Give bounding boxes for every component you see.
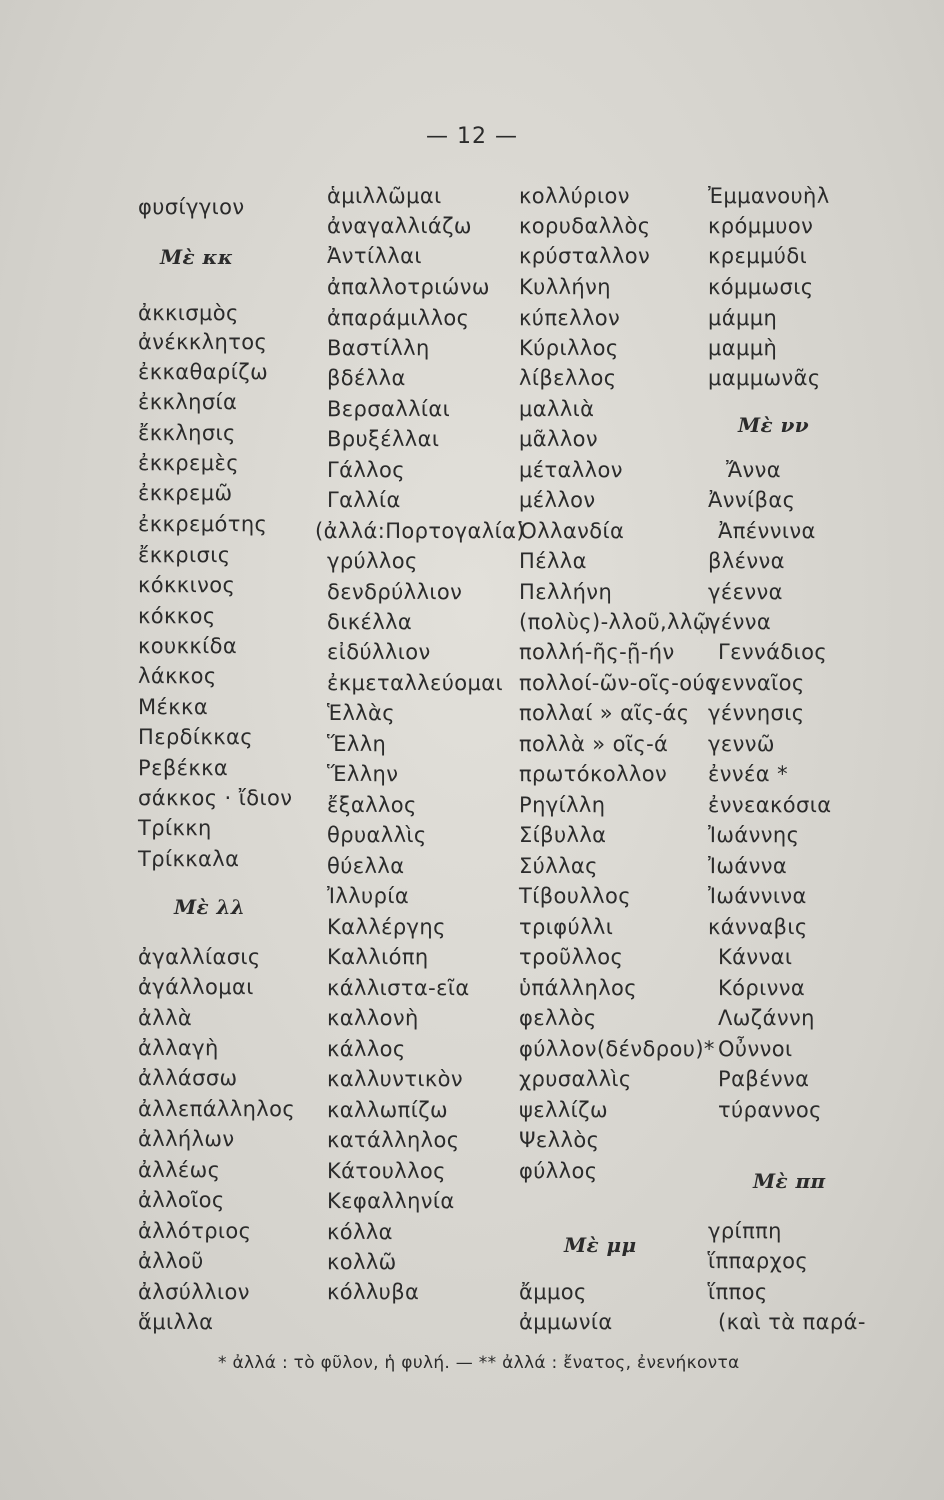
- word-entry: μέλλον: [519, 488, 596, 512]
- word-entry: γέεννα: [708, 580, 783, 604]
- word-entry: δικέλλα: [327, 610, 413, 634]
- word-entry: ἔκκλησις: [138, 421, 236, 445]
- word-entry: ἀγαλλίασις: [138, 945, 261, 969]
- word-entry: Βαστίλλη: [327, 336, 430, 360]
- word-entry: Τρίκκη: [138, 816, 212, 840]
- word-entry: Πέλλα: [519, 549, 587, 573]
- word-entry: ἄμμος: [519, 1280, 587, 1304]
- section-heading: Μὲ ππ: [753, 1169, 826, 1193]
- word-entry: πολλαί » αῖς-άς: [519, 701, 690, 725]
- word-entry: μαμμωνᾶς: [708, 366, 821, 390]
- word-entry: ἀνέκκλητος: [138, 330, 268, 354]
- word-entry: ἀκκισμὸς: [138, 301, 239, 325]
- word-entry: ἐκκρεμότης: [138, 512, 268, 536]
- word-entry: ἁμιλλῶμαι: [327, 184, 442, 208]
- word-entry: μέταλλον: [519, 458, 623, 482]
- word-entry: γέννα: [708, 610, 772, 634]
- word-entry: γενναῖος: [708, 671, 805, 695]
- word-entry: φύλλον(δένδρου)*: [519, 1037, 715, 1061]
- word-entry: κάλλος: [327, 1037, 406, 1061]
- word-entry: κρόμμυον: [708, 214, 814, 238]
- word-entry: (πολὺς)-λλοῦ,λλῷ: [519, 610, 711, 634]
- word-entry: κόλλα: [327, 1220, 393, 1244]
- word-entry: ἐννεακόσια: [708, 793, 832, 817]
- word-entry: Ραβέννα: [718, 1067, 810, 1091]
- word-entry: κόμμωσις: [708, 275, 814, 299]
- word-entry: φυσίγγιον: [138, 195, 245, 219]
- word-entry: γρίππη: [708, 1219, 782, 1243]
- word-entry: ἐκκλησία: [138, 390, 238, 414]
- word-entry: μαλλιὰ: [519, 397, 595, 421]
- word-entry: Γεννάδιος: [718, 640, 828, 664]
- page-number: — 12 —: [426, 124, 518, 149]
- word-entry: Σύλλας: [519, 854, 598, 878]
- word-entry: κόλλυβα: [327, 1280, 420, 1304]
- word-entry: Ἀντίλλαι: [327, 244, 422, 268]
- word-entry: κόκκινος: [138, 573, 236, 597]
- word-entry: βδέλλα: [327, 366, 406, 390]
- word-entry: ἀλλάσσω: [138, 1066, 238, 1090]
- word-entry: κολλῶ: [327, 1250, 397, 1274]
- word-entry: Ἰωάννα: [708, 854, 788, 878]
- word-entry: Κάτουλλος: [327, 1159, 446, 1183]
- word-entry: Ἰωάννης: [708, 823, 800, 847]
- word-entry: Ἄννα: [726, 458, 782, 482]
- word-entry: (καὶ τὰ παρά-: [718, 1310, 866, 1334]
- word-entry: Ρεβέκκα: [138, 756, 229, 780]
- word-entry: Ὁλλανδία: [519, 519, 625, 543]
- word-entry: ἀγάλλομαι: [138, 975, 254, 999]
- word-entry: Ἕλλη: [327, 732, 387, 756]
- word-entry: Ψελλὸς: [519, 1128, 600, 1152]
- word-entry: Ἰλλυρία: [327, 884, 410, 908]
- word-entry: ἀναγαλλιάζω: [327, 214, 472, 238]
- word-entry: Ἑλλὰς: [327, 701, 395, 725]
- word-entry: πολλοί-ῶν-οῖς-ούς: [519, 671, 718, 695]
- word-entry: φελλὸς: [519, 1006, 597, 1030]
- word-entry: ἵππος: [708, 1280, 768, 1304]
- word-entry: φύλλος: [519, 1159, 598, 1183]
- word-entry: Καλλιόπη: [327, 945, 429, 969]
- word-entry: Λωζάννη: [718, 1006, 815, 1030]
- footnote: * ἀλλά : τὸ φῦλον, ἡ φυλή. — ** ἀλλά : ἔνατος, ἐνενήκοντα: [218, 1353, 740, 1373]
- section-heading: Μὲ λλ: [174, 895, 246, 919]
- word-entry: Τρίκκαλα: [138, 847, 240, 871]
- word-entry: δενδρύλλιον: [327, 580, 463, 604]
- word-entry: ἀλσύλλιον: [138, 1280, 250, 1304]
- word-entry: μάμμη: [708, 306, 778, 330]
- word-entry: κουκκίδα: [138, 634, 238, 658]
- word-entry: τύραννος: [718, 1098, 822, 1122]
- word-entry: ἀλλαγὴ: [138, 1036, 219, 1060]
- word-entry: κολλύριον: [519, 184, 630, 208]
- section-heading: Μὲ μμ: [564, 1233, 637, 1257]
- word-entry: κύπελλον: [519, 306, 621, 330]
- word-entry: ἐκκρεμὲς: [138, 451, 240, 475]
- word-entry: ἀπαράμιλλος: [327, 306, 470, 330]
- word-entry: ὑπάλληλος: [519, 976, 638, 1000]
- word-entry: Πελλήνη: [519, 580, 613, 604]
- word-entry: λίβελλος: [519, 366, 617, 390]
- word-entry: καλλονὴ: [327, 1006, 419, 1030]
- word-entry: ἀλλοῦ: [138, 1249, 204, 1273]
- word-entry: καλλυντικὸν: [327, 1067, 464, 1091]
- word-entry: Ἀννίβας: [708, 488, 796, 512]
- word-entry: ἀλλήλων: [138, 1127, 235, 1151]
- word-entry: καλλωπίζω: [327, 1098, 449, 1122]
- section-heading: Μὲ νν: [738, 413, 810, 437]
- word-entry: κάνναβις: [708, 915, 808, 939]
- word-entry: θύελλα: [327, 854, 405, 878]
- word-entry: γρύλλος: [327, 549, 418, 573]
- word-entry: πρωτόκολλον: [519, 762, 668, 786]
- word-entry: Κύριλλος: [519, 336, 619, 360]
- word-entry: χρυσαλλὶς: [519, 1067, 632, 1091]
- word-entry: Τίβουλλος: [519, 884, 631, 908]
- word-entry: Ἐμμανουὴλ: [708, 184, 830, 208]
- word-entry: μαμμὴ: [708, 336, 778, 360]
- word-entry: Σίβυλλα: [519, 823, 607, 847]
- word-entry: ἀλλὰ: [138, 1006, 193, 1030]
- word-entry: εἰδύλλιον: [327, 640, 431, 664]
- word-entry: Ἕλλην: [327, 762, 399, 786]
- word-entry: Περδίκκας: [138, 725, 253, 749]
- word-entry: πολλή-ῆς-ῇ-ήν: [519, 640, 675, 664]
- word-entry: ἔξαλλος: [327, 793, 417, 817]
- word-entry: Γαλλία: [327, 488, 401, 512]
- word-entry: τριφύλλι: [519, 915, 614, 939]
- word-entry: ἔκκρισις: [138, 543, 231, 567]
- word-entry: (ἀλλά:Πορτογαλία): [315, 519, 525, 543]
- word-entry: Καλλέργης: [327, 915, 446, 939]
- word-entry: Κάνναι: [718, 945, 793, 969]
- section-heading: Μὲ κκ: [160, 245, 234, 269]
- word-entry: Οὖννοι: [718, 1037, 793, 1061]
- word-entry: ἐκκρεμῶ: [138, 481, 233, 505]
- word-entry: κάλλιστα-εῖα: [327, 976, 470, 1000]
- word-entry: Μέκκα: [138, 695, 209, 719]
- word-entry: ἀλλεπάλληλος: [138, 1097, 296, 1121]
- word-entry: πολλὰ » οῖς-ά: [519, 732, 669, 756]
- word-entry: Γάλλος: [327, 458, 405, 482]
- word-entry: μᾶλλον: [519, 427, 599, 451]
- word-entry: κόκκος: [138, 604, 216, 628]
- word-entry: ἐννέα *: [708, 762, 788, 786]
- word-entry: ψελλίζω: [519, 1098, 608, 1122]
- word-entry: ἀλλοῖος: [138, 1188, 225, 1212]
- word-entry: ἀμμωνία: [519, 1310, 613, 1334]
- word-entry: Ἰωάννινα: [708, 884, 807, 908]
- word-entry: κρύσταλλον: [519, 244, 651, 268]
- word-entry: Κεφαλληνία: [327, 1189, 455, 1213]
- word-entry: γέννησις: [708, 701, 805, 725]
- word-entry: τροῦλλος: [519, 945, 624, 969]
- word-entry: ἅμιλλα: [138, 1310, 214, 1334]
- word-entry: ἀλλέως: [138, 1158, 221, 1182]
- word-entry: σάκκος · ἴδιον: [138, 786, 293, 810]
- word-entry: Βερσαλλίαι: [327, 397, 451, 421]
- word-entry: γεννῶ: [708, 732, 775, 756]
- word-entry: βλέννα: [708, 549, 785, 573]
- word-entry: κατάλληλος: [327, 1128, 460, 1152]
- word-entry: ἐκκαθαρίζω: [138, 360, 269, 384]
- word-entry: ἀλλότριος: [138, 1219, 252, 1243]
- word-entry: λάκκος: [138, 664, 217, 688]
- word-entry: Ρηγίλλη: [519, 793, 606, 817]
- word-entry: Βρυξέλλαι: [327, 427, 440, 451]
- word-entry: ἵππαρχος: [708, 1249, 809, 1273]
- word-entry: ἀπαλλοτριώνω: [327, 275, 490, 299]
- word-entry: κορυδαλλὸς: [519, 214, 651, 238]
- word-entry: Κόριννα: [718, 976, 806, 1000]
- word-entry: ἐκμεταλλεύομαι: [327, 671, 504, 695]
- word-entry: κρεμμύδι: [708, 244, 808, 268]
- word-entry: Ἀπέννινα: [718, 519, 816, 543]
- word-entry: θρυαλλὶς: [327, 823, 427, 847]
- word-entry: Κυλλήνη: [519, 275, 611, 299]
